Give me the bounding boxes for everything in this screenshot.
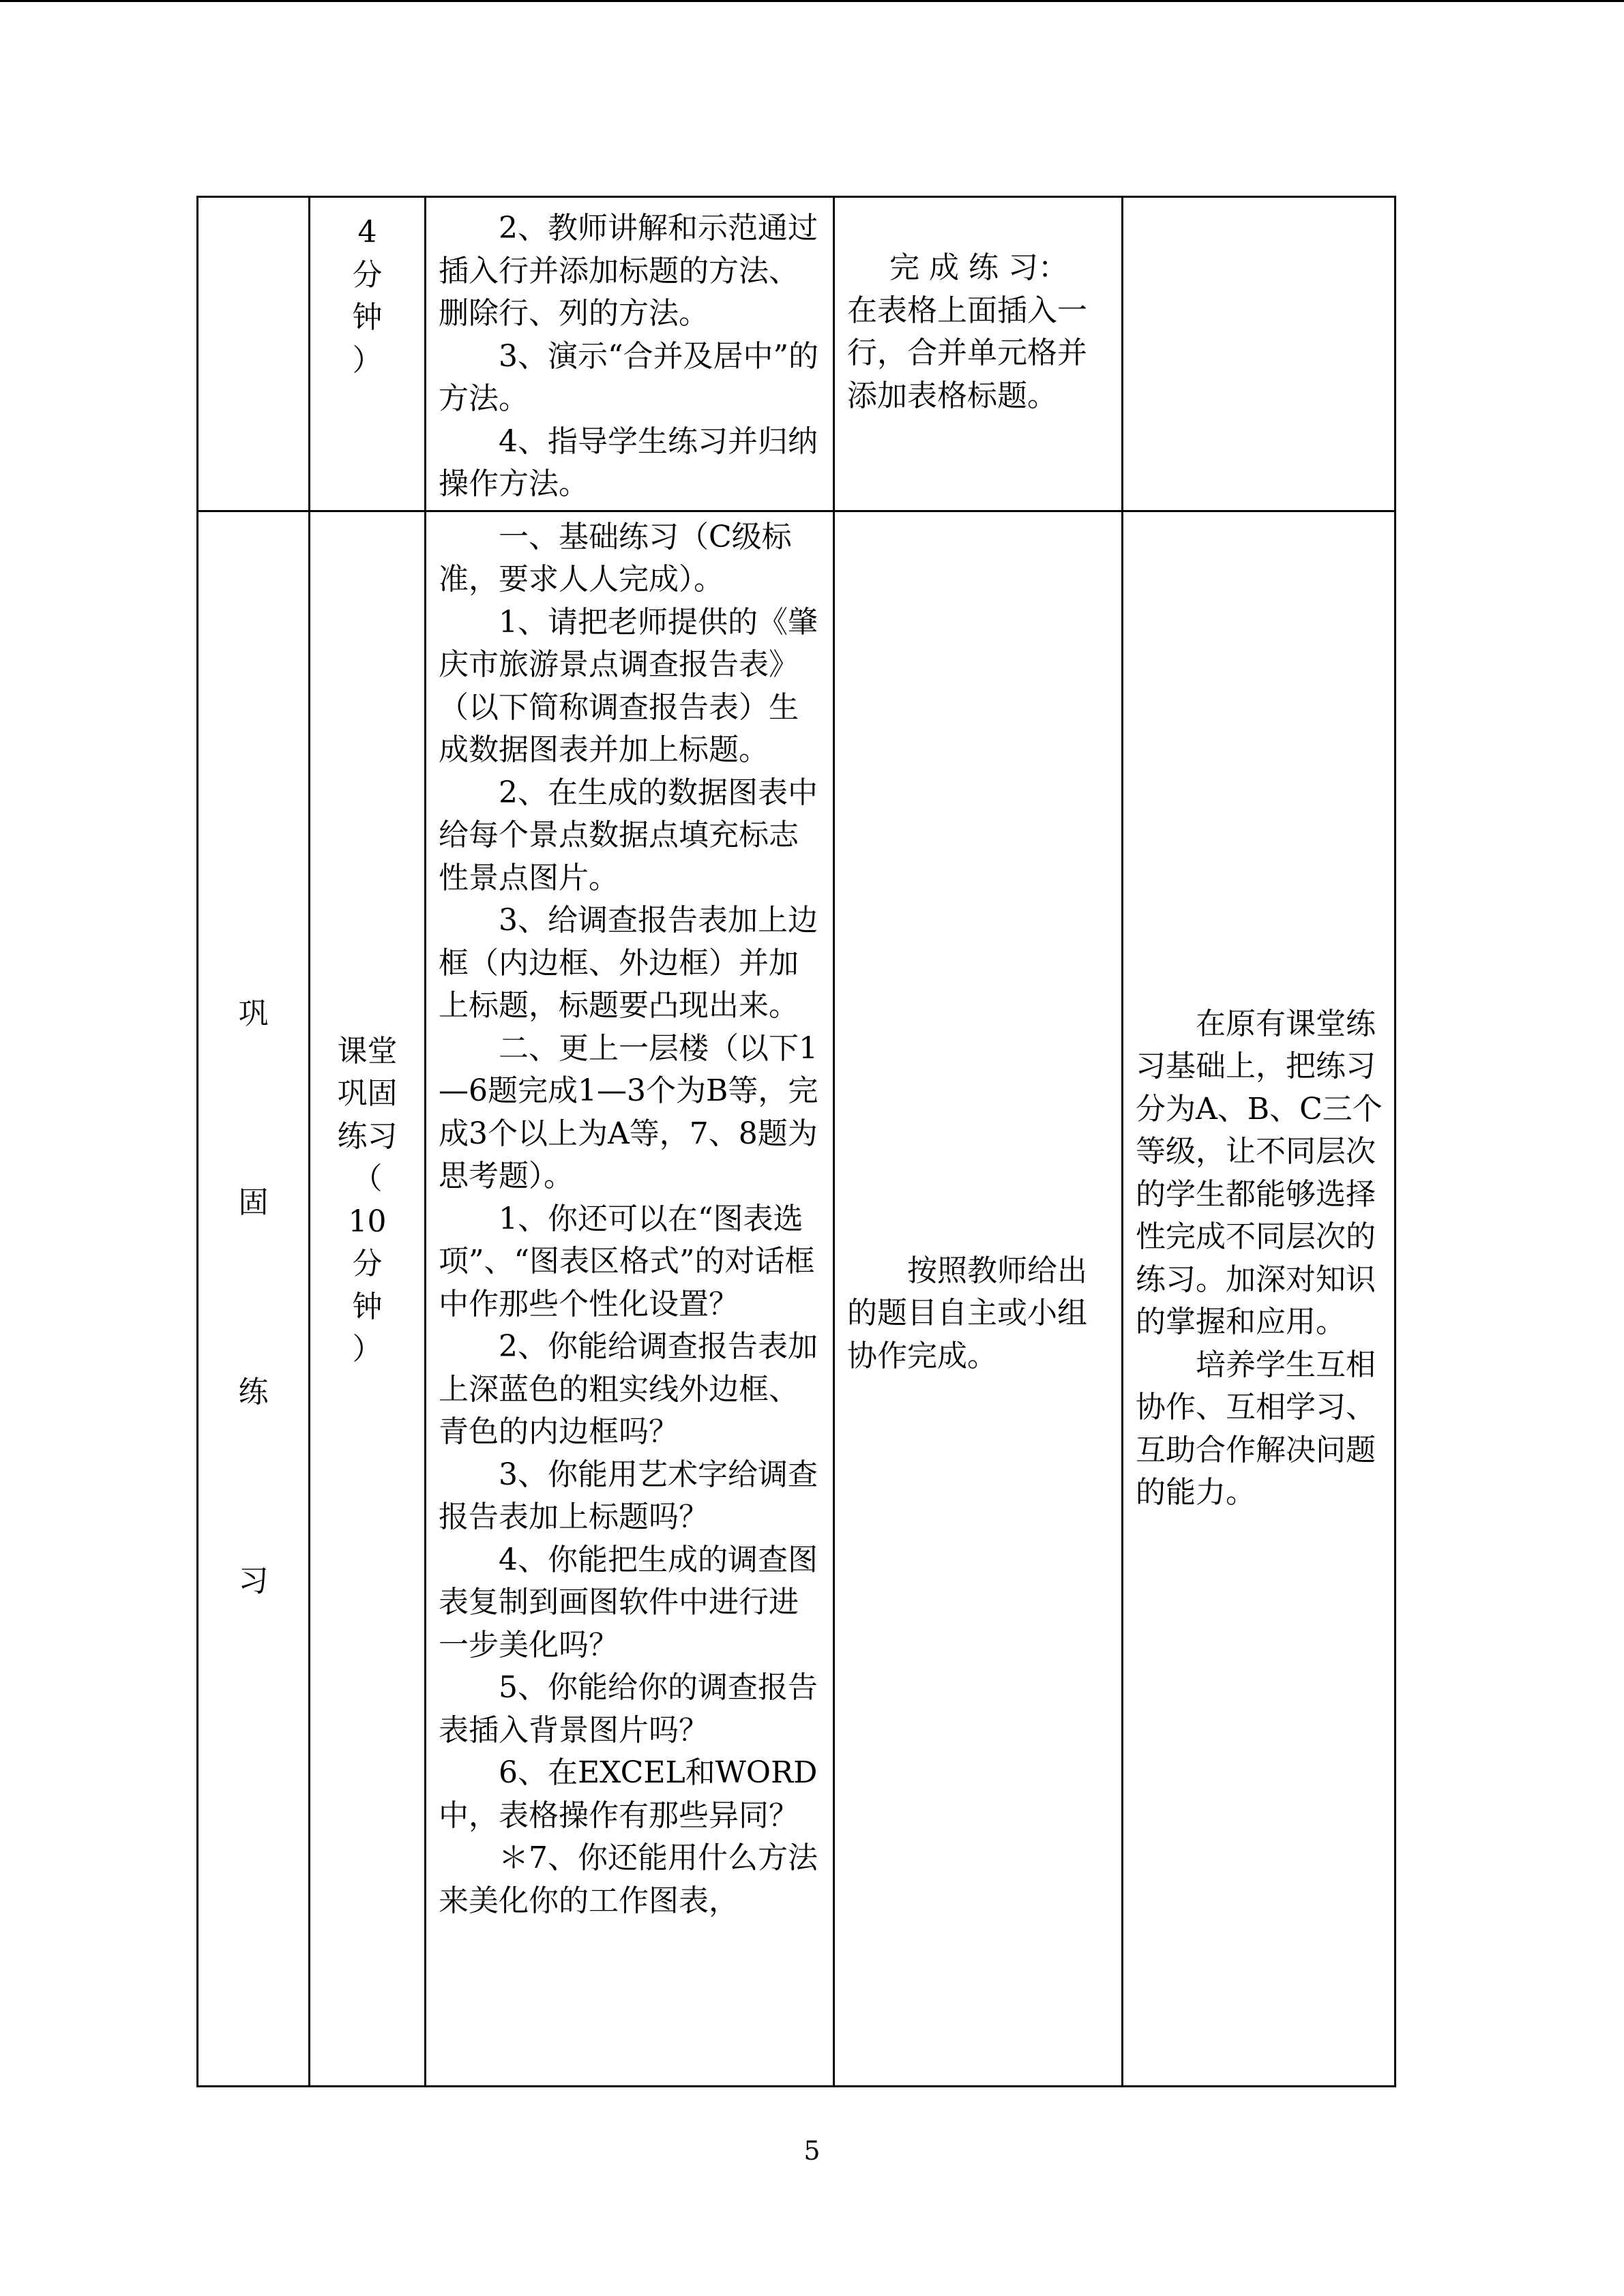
paragraph: 6、在EXCEL和WORD中，表格操作有那些异同？ [439, 1755, 818, 1833]
cell-duration [310, 511, 426, 2086]
paragraph: 1、请把老师提供的《肇庆市旅游景点调查报告表》（以下简称调查报告表）生成数据图表并加上标题。 [439, 604, 818, 767]
paragraph: 一、基础练习（C级标准，要求人人完成）。 [439, 519, 792, 597]
paragraph: 完 成 练 习： [889, 250, 1068, 285]
cell-teacher-activity [426, 511, 834, 2086]
cell-design-intent [1123, 511, 1396, 2086]
paragraph: 按照教师给出的题目自主或小组协作完成。 [847, 1253, 1087, 1373]
paragraph: 2、你能给调查报告表加上深蓝色的粗实线外边框、青色的内边框吗？ [439, 1329, 818, 1449]
duration-char: ） [352, 342, 383, 378]
duration-char: 分 [352, 257, 383, 293]
duration-label: 课堂 [337, 1033, 398, 1069]
cell-student-activity [834, 511, 1123, 2086]
duration-char: （ [352, 1161, 383, 1196]
page-number: 5 [803, 2136, 821, 2166]
duration-char: ） [352, 1332, 383, 1367]
phase-char: 习 [238, 1564, 269, 1598]
duration-char: 4 [357, 215, 377, 250]
paragraph: 1、你还可以在“图表选项”、“图表区格式”的对话框中作那些个性化设置？ [439, 1201, 815, 1322]
paragraph: 培养学生互相协作、互相学习、互助合作解决问题的能力。 [1136, 1347, 1376, 1510]
duration-char: 钟 [352, 300, 383, 335]
table-row-teaching [198, 197, 1396, 511]
phase-char: 巩 [238, 996, 269, 1031]
paragraph: 4、指导学生练习并归纳操作方法。 [439, 423, 818, 501]
paragraph: 3、给调查报告表加上边框（内边框、外边框）并加上标题，标题要凸现出来。 [439, 903, 818, 1023]
duration-char: 钟 [352, 1289, 383, 1324]
paragraph: 4、你能把生成的调查图表复制到画图软件中进行进一步美化吗？ [439, 1542, 818, 1663]
cell-phase [198, 511, 310, 2086]
paragraph: 二、更上一层楼（以下1—6题完成1—3个为B等，完成3个以上为A等，7、8题为思考题）。 [439, 1030, 818, 1193]
duration-label: 巩固 [337, 1076, 398, 1111]
paragraph: 3、演示“合并及居中”的方法。 [439, 338, 818, 416]
duration-char: 分 [352, 1247, 383, 1281]
paragraph: 2、教师讲解和示范通过插入行并添加标题的方法、删除行、列的方法。 [439, 211, 818, 331]
paragraph: ＊7、你还能用什么方法来美化你的工作图表， [439, 1840, 818, 1918]
duration-char: 10 [348, 1204, 387, 1239]
cell-duration [310, 197, 426, 511]
paragraph: 3、你能用艺术字给调查报告表加上标题吗？ [439, 1457, 818, 1534]
lesson-plan-table [196, 196, 1396, 2087]
paragraph: 2、在生成的数据图表中给每个景点数据点填充标志性景点图片。 [439, 775, 818, 895]
top-border-line [0, 0, 1624, 2]
cell-teacher-activity [426, 197, 834, 511]
phase-char: 固 [238, 1185, 269, 1220]
duration-label: 练习 [337, 1118, 398, 1154]
paragraph: 在表格上面插入一行，合并单元格并添加表格标题。 [847, 293, 1087, 413]
paragraph: 在原有课堂练习基础上，把练习分为A、B、C三个等级，让不同层次的学生都能够选择性完成不同层次的练习。加深对知识的掌握和应用。 [1136, 1006, 1383, 1339]
cell-phase [198, 197, 310, 511]
cell-design-intent [1123, 197, 1396, 511]
cell-student-activity [834, 197, 1123, 511]
paragraph: 5、你能给你的调查报告表插入背景图片吗？ [439, 1670, 818, 1748]
phase-char: 练 [238, 1374, 269, 1410]
table-row-consolidation [198, 511, 1396, 2086]
